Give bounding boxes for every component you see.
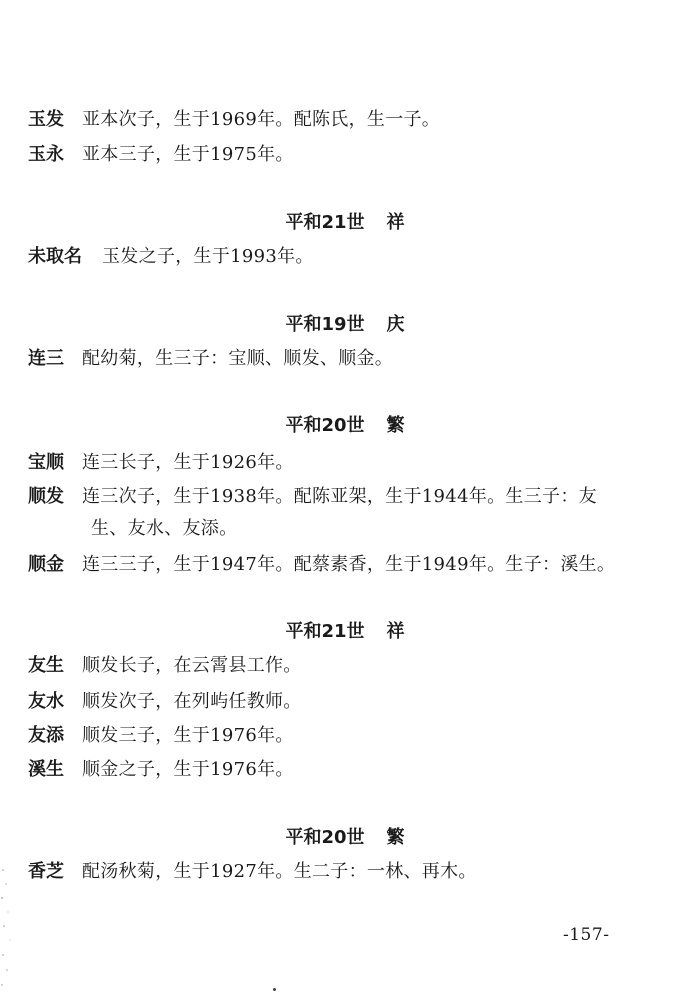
entry-youshui: [28, 686, 648, 718]
entry-baoshun: [28, 447, 648, 479]
entry-text: 配幼菊，生三子：宝顺、顺发、顺金。: [82, 348, 394, 369]
entry-text: 连三长子，生于1926年。: [82, 452, 294, 473]
entry-text: 连三次子，生于1938年。配陈亚架，生于1944年。生三子：友: [82, 486, 597, 507]
scan-edge-speckle: [0, 860, 16, 1000]
generation-label: 平和21世: [285, 621, 365, 642]
entry-yousheng: [28, 650, 648, 682]
entry-name: 溪生: [28, 759, 64, 780]
entry-text: 配汤秋菊，生于1927年。生二子：一林、再木。: [82, 861, 477, 882]
entry-text: 亚本三子，生于1975年。: [82, 144, 294, 165]
entry-text: 连三三子，生于1947年。配蔡素香，生于1949年。生子：溪生。: [82, 554, 616, 575]
entry-liansan: [28, 343, 648, 375]
generation-label: 平和20世: [285, 827, 365, 848]
entry-name: 顺发: [28, 486, 64, 507]
entry-name: 友水: [28, 691, 64, 712]
entry-youtian: [28, 720, 648, 752]
entry-text: 顺发次子，在列屿任教师。: [82, 691, 302, 712]
entry-name: 连三: [28, 348, 64, 369]
scan-speck: [273, 988, 276, 991]
entry-name: 玉发: [28, 109, 64, 130]
entry-yuyong: [28, 139, 648, 171]
entry-text: 顺发长子，在云霄县工作。: [82, 655, 302, 676]
generation-heading: [0, 822, 690, 854]
entry-name: 玉永: [28, 144, 64, 165]
entry-text-continuation: 生、友水、友添。: [91, 518, 238, 539]
entry-yufa: [28, 104, 648, 136]
entry-xiangzhi: [28, 856, 648, 888]
entry-text: 玉发之子，生于1993年。: [102, 246, 314, 267]
entry-weiquming: [28, 241, 648, 273]
page-number: -157-: [563, 925, 610, 945]
generation-character: 祥: [386, 621, 405, 642]
generation-heading: [0, 410, 690, 442]
generation-character: 祥: [386, 212, 405, 233]
entry-shunjin: [28, 549, 648, 581]
generation-heading: [0, 207, 690, 239]
generation-heading: [0, 309, 690, 341]
generation-label: 平和19世: [285, 314, 365, 335]
entry-name: 顺金: [28, 554, 64, 575]
entry-name: 香芝: [28, 861, 64, 882]
generation-character: 繁: [386, 415, 405, 436]
entry-name: 友添: [28, 725, 64, 746]
generation-heading: [0, 616, 690, 648]
entry-xisheng: [28, 754, 648, 786]
generation-character: 庆: [386, 314, 405, 335]
generation-label: 平和21世: [285, 212, 365, 233]
entry-shunfa: [28, 481, 648, 545]
entry-text: 亚本次子，生于1969年。配陈氏，生一子。: [82, 109, 441, 130]
entry-name: 未取名: [28, 246, 82, 267]
entry-name: 宝顺: [28, 452, 64, 473]
generation-character: 繁: [386, 827, 405, 848]
entry-name: 友生: [28, 655, 64, 676]
entry-text: 顺发三子，生于1976年。: [82, 725, 294, 746]
entry-text: 顺金之子，生于1976年。: [82, 759, 294, 780]
generation-label: 平和20世: [285, 415, 365, 436]
